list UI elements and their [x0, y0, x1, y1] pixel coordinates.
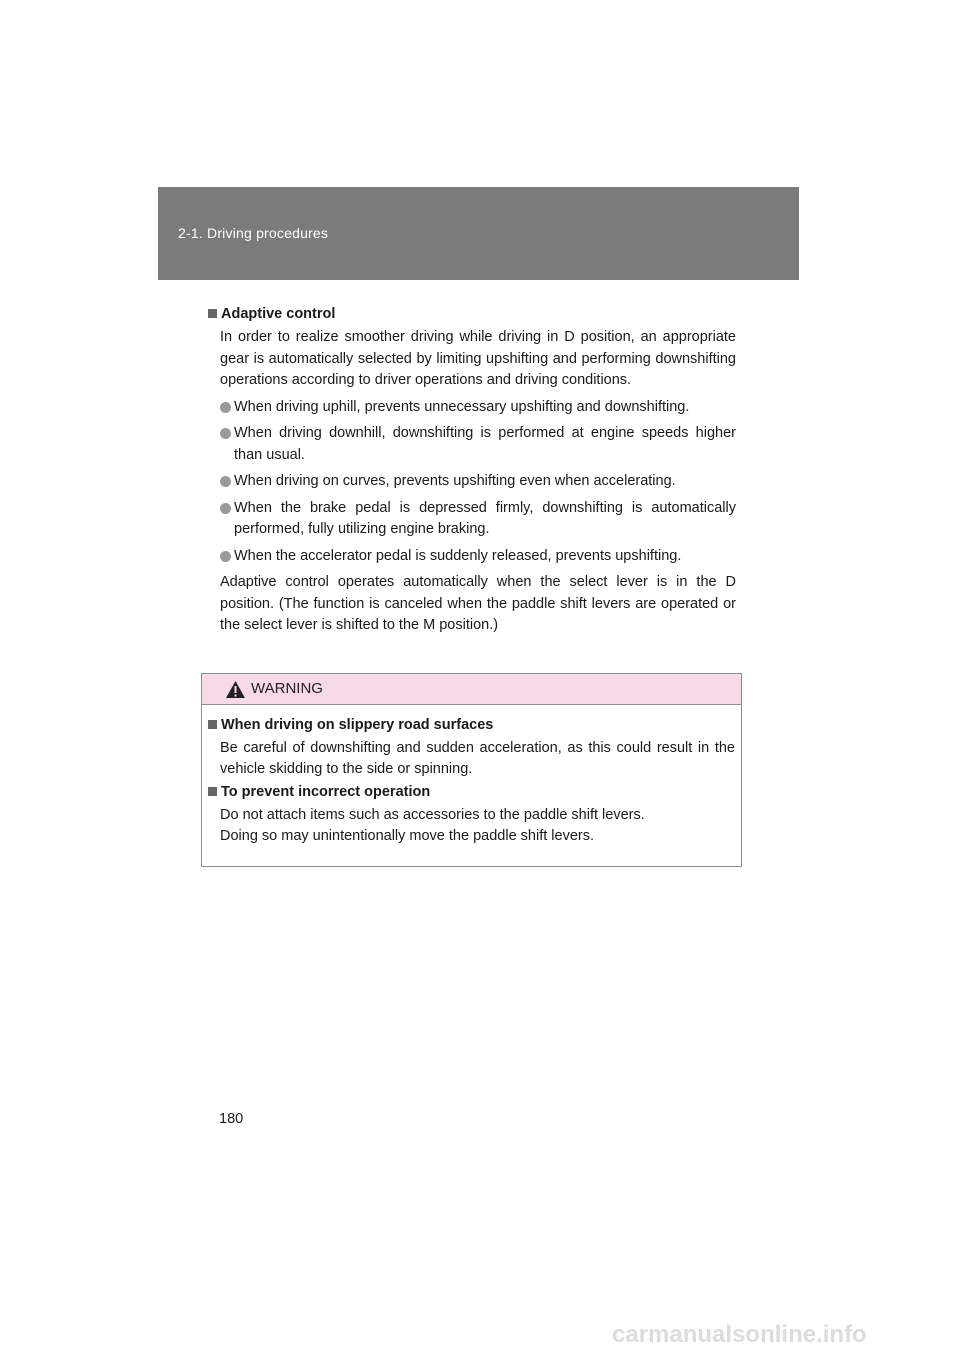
list-item-text: When the accelerator pedal is suddenly released, prevents upshifting. — [234, 547, 682, 564]
list-item-text: When the brake pedal is depressed firmly, downshifting is automatically performed, fully utilizing engine braking. — [234, 499, 736, 537]
list-item-text: When driving downhill, downshifting is performed at engine speeds higher than usual. — [234, 425, 736, 463]
page-number: 180 — [219, 1111, 244, 1127]
warning-line: Do not attach items such as accessories to the paddle shift levers. — [220, 807, 645, 823]
circle-bullet-icon — [220, 551, 231, 562]
warning-item-text — [220, 738, 735, 780]
square-bullet-icon — [208, 787, 217, 796]
square-bullet-icon — [208, 720, 217, 729]
adaptive-intro: In order to realize smoother driving while driving in D position, an appropriate gear is automatically selected by limiting upshifting and performing downshifting operations according to driver operations and driving conditions. — [220, 329, 736, 388]
warning-body — [202, 705, 741, 847]
list-item — [220, 397, 736, 419]
warning-item-heading-text: When driving on slippery road surfaces — [221, 717, 494, 733]
adaptive-heading — [208, 306, 736, 322]
warning-triangle-icon — [225, 680, 246, 699]
circle-bullet-icon — [220, 503, 231, 514]
adaptive-heading-text: Adaptive control — [221, 306, 336, 322]
warning-item-heading — [208, 717, 735, 733]
warning-item-heading — [208, 784, 735, 800]
square-bullet-icon — [208, 309, 217, 318]
warning-line: Doing so may unintentionally move the paddle shift levers. — [220, 828, 594, 844]
adaptive-bullet-list — [220, 397, 736, 568]
warning-box — [201, 673, 742, 867]
list-item — [220, 471, 736, 493]
list-item — [220, 423, 736, 466]
watermark-logo: carmanualsonline.info — [612, 1321, 867, 1348]
warning-item-heading-text: To prevent incorrect operation — [221, 784, 431, 800]
list-item — [220, 498, 736, 541]
circle-bullet-icon — [220, 428, 231, 439]
circle-bullet-icon — [220, 402, 231, 413]
list-item-text: When driving uphill, prevents unnecessary upshifting and downshifting. — [234, 398, 690, 415]
adaptive-note: Adaptive control operates automatically when the select lever is in the D position. (The function is canceled when the paddle shift levers are operated or the select lever is shifted to the M position.) — [220, 574, 736, 633]
warning-item-text — [220, 805, 735, 847]
warning-title: WARNING — [251, 680, 323, 697]
section-title: 2-1. Driving procedures — [178, 225, 329, 241]
adaptive-control-section — [208, 306, 736, 642]
list-item — [220, 546, 736, 568]
section-header — [158, 187, 799, 280]
list-item-text: When driving on curves, prevents upshifting even when accelerating. — [234, 473, 676, 489]
warning-line: Be careful of downshifting and sudden acceleration, as this could result in the vehicle skidding to the side or spinning. — [220, 740, 735, 777]
warning-header — [202, 674, 741, 705]
circle-bullet-icon — [220, 476, 231, 487]
